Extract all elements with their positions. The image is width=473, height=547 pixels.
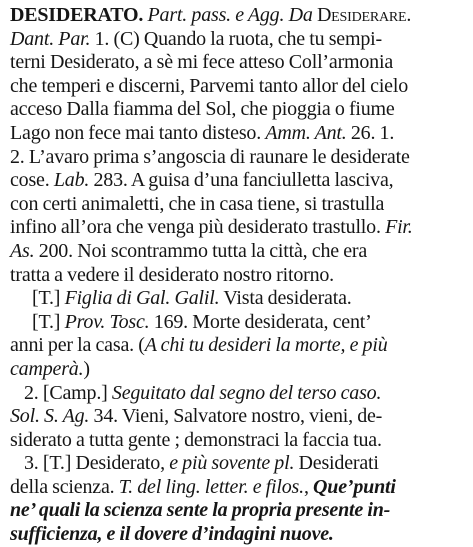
text-line (10, 4, 463, 28)
text-segment: T. del ling. letter. e filos. (118, 475, 304, 498)
text-line (10, 311, 463, 335)
text-segment: camperà. (10, 357, 84, 380)
text-line (10, 51, 463, 75)
text-segment: 3. [T.] Desiderato, (24, 452, 170, 475)
text-line (10, 382, 463, 406)
text-segment: Figlia di Gal. Galil. (64, 287, 220, 310)
text-segment: Part. pass. e Agg. Da (147, 4, 317, 26)
text-segment: Dant. Par. (10, 27, 95, 50)
text-segment: Lago non fece mai tanto disteso. (10, 121, 266, 144)
text-line (10, 28, 463, 52)
text-line (10, 523, 463, 547)
text-segment: che temperi e discerni, Parvemi tanto allor del cielo (10, 74, 409, 97)
text-segment: , (303, 475, 314, 498)
text-segment: con certi animaletti, che in casa tiene, si trastulla (10, 192, 385, 215)
text-segment: Fir. (385, 216, 413, 239)
text-segment: Vista desiderata. (219, 287, 352, 310)
text-segment: della scienza. (10, 475, 119, 498)
text-segment: 169. Morte desiderata, cent’ (149, 310, 372, 333)
text-segment: 2. [Camp.] (24, 381, 112, 404)
text-segment: Amm. Ant. (265, 121, 347, 144)
text-segment: [T.] (32, 310, 65, 333)
text-line (10, 193, 463, 217)
text-segment: tratta a vedere il desiderato nostro ritorno. (10, 263, 334, 286)
text-segment: 200. Noi scontrammo tutta la città, che era (34, 239, 368, 262)
headword: DESIDERATO. (10, 4, 144, 26)
text-segment: Desiderare. (316, 4, 412, 26)
text-line (10, 334, 463, 358)
text-segment: acceso Dalla fiamma del Sol, che pioggia o fiume (10, 98, 395, 121)
text-line (10, 169, 463, 193)
text-line (10, 452, 463, 476)
text-segment: Seguitato dal segno del terso caso. (111, 381, 382, 404)
text-segment: [T.] (32, 287, 65, 310)
text-segment: As. (10, 239, 35, 262)
text-segment: Lab. (53, 169, 90, 192)
text-line (10, 499, 463, 523)
text-segment: A chi tu desideri la morte, e più (144, 334, 388, 357)
text-line (10, 287, 463, 311)
text-line (10, 476, 463, 500)
text-segment: terni Desiderato, a sè mi fece atteso Coll’armonia (10, 51, 394, 74)
text-line (10, 75, 463, 99)
text-line (10, 429, 463, 453)
text-segment: 34. Vieni, Salvatore nostro, vieni, de- (89, 405, 383, 428)
text-segment: 2. L’avaro prima s’angoscia di raunare le desiderate (10, 145, 410, 168)
text-segment: Que’punti (313, 475, 396, 498)
text-segment: 1. (C) Quando la ruota, che tu sempi- (94, 27, 382, 50)
text-segment: siderato a tutta gente ; demonstraci la faccia tua. (10, 428, 382, 451)
text-segment: Prov. Tosc. (64, 310, 150, 333)
text-line (10, 122, 463, 146)
text-line (10, 405, 463, 429)
text-segment: e più sovente pl. (169, 452, 295, 475)
text-segment: Sol. S. Ag. (10, 405, 90, 428)
text-segment: 283. A guisa d’una fanciulletta lasciva, (89, 169, 394, 192)
text-line (10, 240, 463, 264)
text-line (10, 146, 463, 170)
text-line (10, 216, 463, 240)
text-segment: Desiderati (294, 452, 379, 475)
text-segment: 26. 1. (346, 121, 395, 144)
text-segment: infino all’ora che venga più desiderato trastullo. (10, 216, 386, 239)
text-line (10, 264, 463, 288)
text-segment: sufficienza, e il dovere d’indagini nuove. (10, 523, 334, 546)
text-line (10, 98, 463, 122)
text-segment: cose. (10, 169, 54, 192)
text-line (10, 358, 463, 382)
text-segment: anni per la casa. ( (10, 334, 145, 357)
text-segment: ) (83, 357, 90, 380)
text-segment: ne’ quali la scienza sente la propria presente in- (10, 499, 391, 522)
